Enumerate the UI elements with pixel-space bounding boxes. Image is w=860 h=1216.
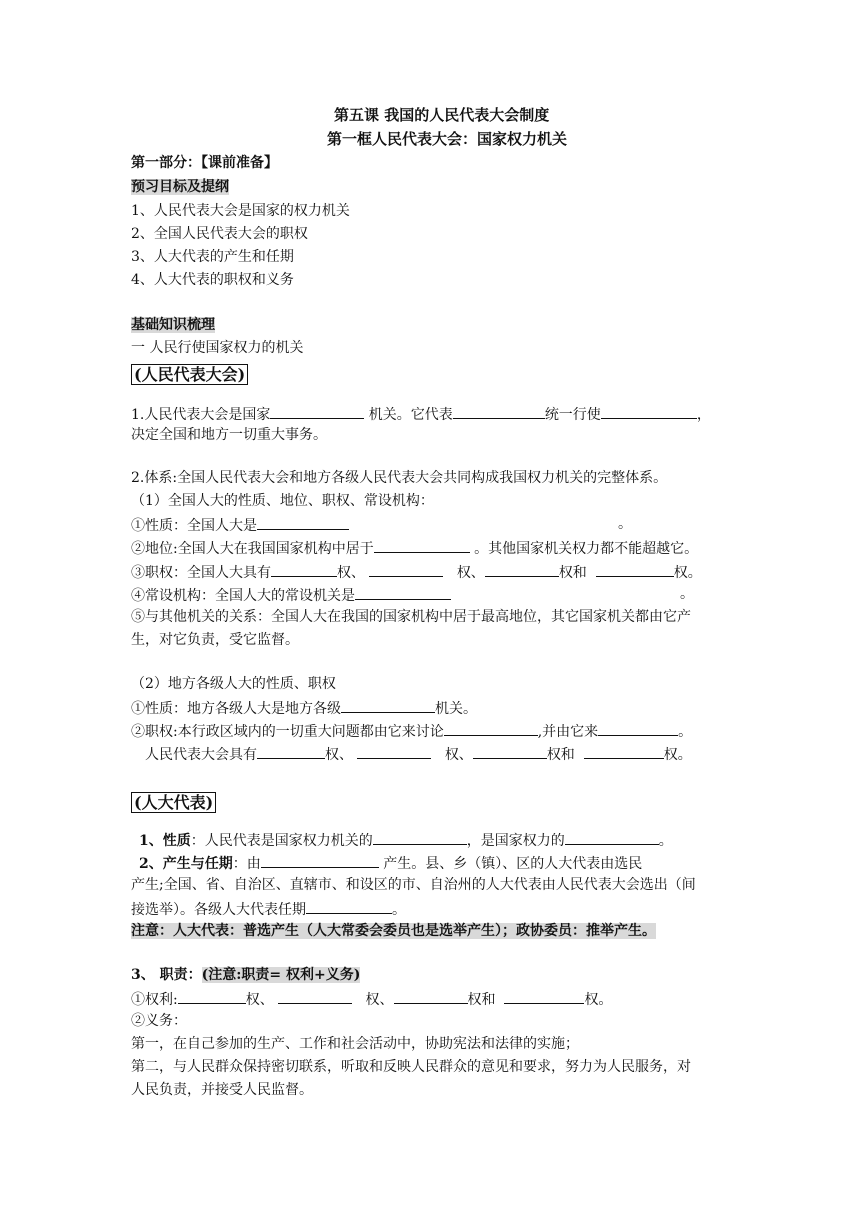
fill-blank[interactable]	[306, 899, 392, 914]
deputy-nature: 1、性质：人民代表是国家权力机关的 ，是国家权力的 。	[139, 830, 673, 850]
fill-blank[interactable]	[271, 562, 337, 577]
obligation-1: 第一，在自己参加的生产、工作和社会活动中，协助宪法和法律的实施；	[131, 1036, 579, 1052]
lesson-subtitle: 第一框人民代表大会：国家权力机关	[327, 130, 568, 148]
fill-blank[interactable]	[373, 830, 467, 845]
election-note: 注意：人大代表：普选产生（人大常委会委员也是选举产生）；政协委员：推举产生。	[131, 923, 656, 939]
local-duties: ②职权:本行政区域内的一切重大问题都由它来讨论 ,并由它来 。	[131, 721, 692, 741]
deputy-term-line-3: 接选举）。各级人大代表任期 。	[131, 899, 406, 919]
obligation-2-line-1: 第二，与人民群众保持密切联系，听取和反映人民群众的意见和要求，努力为人民服务，对	[131, 1059, 691, 1075]
npc-nature: ①性质：全国人大是	[131, 515, 349, 535]
fill-blank[interactable]	[601, 404, 697, 419]
fill-blank[interactable]	[485, 562, 559, 577]
fill-blank[interactable]	[565, 830, 659, 845]
fill-blank[interactable]	[369, 562, 443, 577]
preview-heading: 预习目标及提纲	[131, 179, 229, 195]
npc-relation-line-1: ⑤与其他机关的关系：全国人大在我国的国家机构中居于最高地位，其它国家机关都由它产	[131, 609, 691, 625]
fill-blank[interactable]	[504, 989, 584, 1004]
fill-blank[interactable]	[261, 853, 379, 868]
question-2-part-2: （2）地方各级人大的性质、职权	[131, 676, 336, 692]
obligations-heading: ②义务：	[131, 1013, 187, 1029]
part-one-heading: 第一部分：【课前准备】	[131, 155, 278, 171]
section-one-heading: 一 人民行使国家权力的机关	[131, 340, 304, 356]
preview-item: 2、全国人民代表大会的职权	[131, 226, 308, 242]
fill-blank[interactable]	[598, 721, 678, 736]
fill-blank[interactable]	[374, 538, 470, 553]
fill-blank[interactable]	[453, 404, 545, 419]
box-deputies: (人大代表)	[131, 794, 216, 813]
lesson-title: 第五课 我国的人民代表大会制度	[334, 106, 550, 124]
npc-nature-end: 。	[618, 516, 632, 532]
local-powers: 人民代表大会具有 权、 权、 权和 权。	[145, 744, 692, 764]
fill-blank[interactable]	[257, 515, 349, 530]
deputy-rights: ①权利: 权、 权、 权和 权。	[131, 989, 612, 1009]
fill-blank[interactable]	[596, 562, 674, 577]
question-2-part-1: （1）全国人大的性质、地位、职权、常设机构：	[131, 493, 434, 509]
duties-heading: 3、 职责：(注意:职责= 权利+义务)	[131, 967, 361, 983]
fill-blank[interactable]	[584, 744, 664, 759]
fill-blank[interactable]	[341, 698, 435, 713]
deputy-term-line-2: 产生;全国、省、自治区、直辖市、和设区的市、自治州的人大代表由人民代表大会选出（间	[131, 877, 696, 893]
fill-blank[interactable]	[178, 989, 246, 1004]
basics-heading: 基础知识梳理	[131, 317, 215, 333]
preview-item: 3、人大代表的产生和任期	[131, 249, 294, 265]
local-nature: ①性质：地方各级人大是地方各级 机关。	[131, 698, 477, 718]
preview-item: 4、人大代表的职权和义务	[131, 272, 294, 288]
npc-standing-end: 。	[680, 586, 694, 602]
npc-standing-body: ④常设机构：全国人大的常设机关是	[131, 585, 451, 605]
box-npc: (人民代表大会)	[131, 366, 248, 385]
fill-blank[interactable]	[257, 744, 325, 759]
question-1-line-1: 1.人民代表大会是国家 机关。它代表 统一行使 ，	[131, 404, 711, 424]
fill-blank[interactable]	[394, 989, 468, 1004]
preview-item: 1、人民代表大会是国家的权力机关	[131, 203, 350, 219]
npc-status: ②地位:全国人大在我国国家机构中居于 。其他国家机关权力都不能超越它。	[131, 538, 698, 558]
fill-blank[interactable]	[355, 585, 451, 600]
question-2-intro: 2.体系:全国人民代表大会和地方各级人民代表大会共同构成我国权力机关的完整体系。	[131, 470, 668, 486]
fill-blank[interactable]	[278, 989, 352, 1004]
fill-blank[interactable]	[357, 744, 431, 759]
fill-blank[interactable]	[270, 404, 364, 419]
obligation-2-line-2: 人民负责，并接受人民监督。	[131, 1082, 313, 1098]
npc-powers: ③职权：全国人大具有 权、 权、 权和 权。	[131, 562, 702, 582]
fill-blank[interactable]	[473, 744, 547, 759]
question-1-line-2: 决定全国和地方一切重大事务。	[131, 427, 327, 443]
npc-relation-line-2: 生，对它负责，受它监督。	[131, 632, 299, 648]
fill-blank[interactable]	[444, 721, 538, 736]
deputy-term-line-1: 2、产生与任期：由 产生。县、乡（镇）、区的人大代表由选民	[139, 853, 642, 873]
